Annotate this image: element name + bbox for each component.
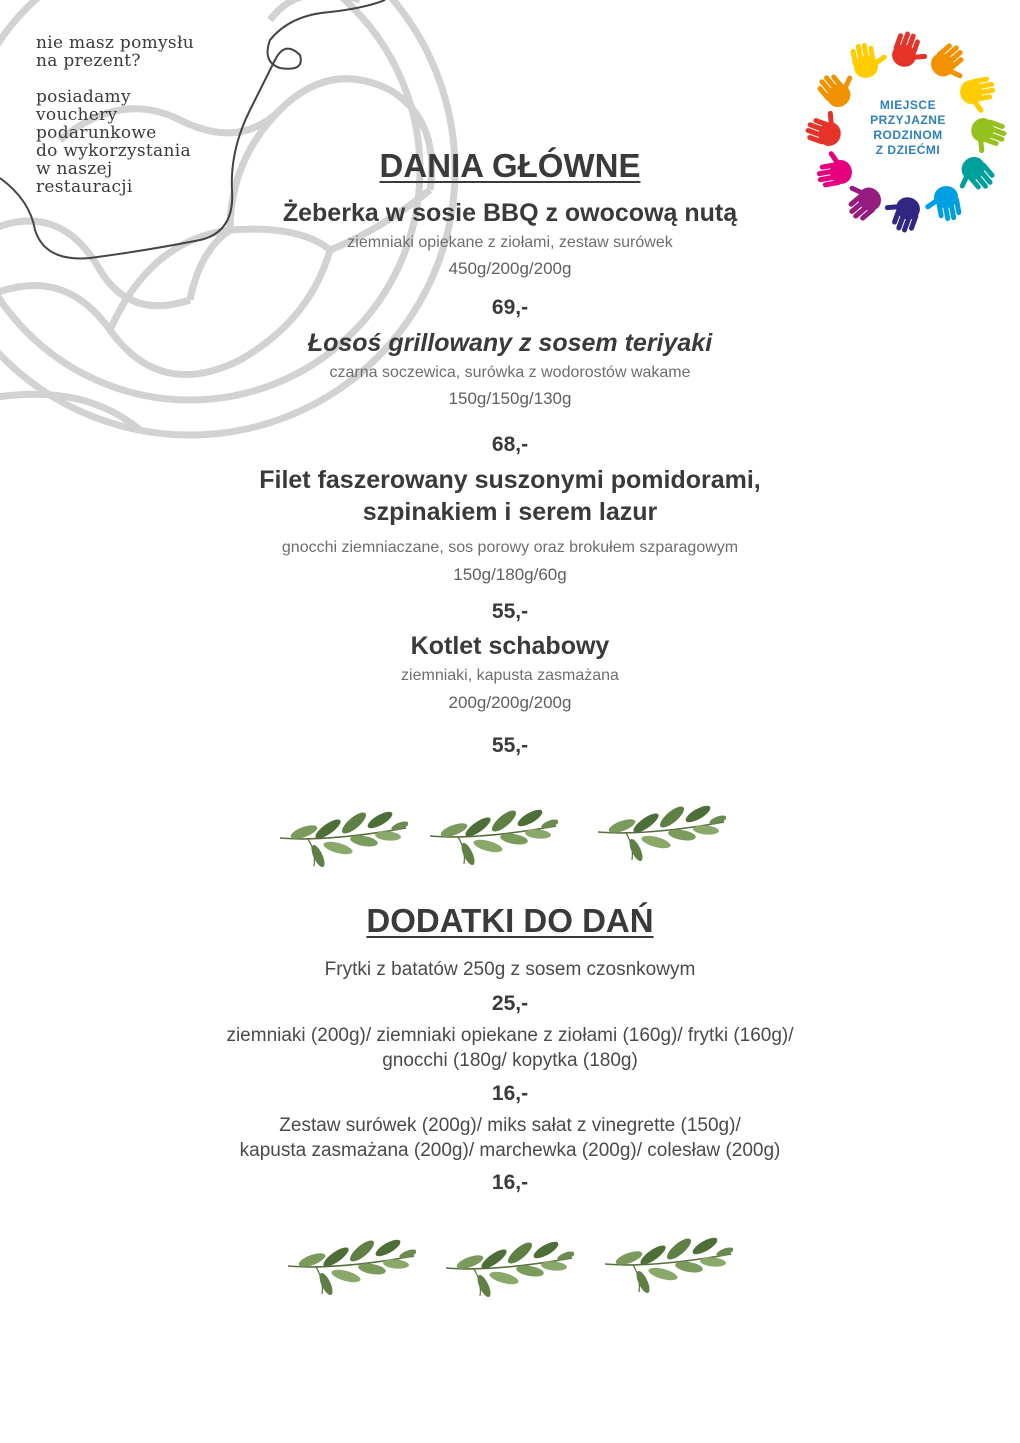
- note-line: podarunkowe: [36, 123, 157, 143]
- leaf-branch-icon: [444, 1238, 574, 1300]
- dish-price: 55,-: [491, 734, 529, 757]
- hand-icon: [958, 76, 999, 117]
- dish-price: 68,-: [491, 433, 529, 456]
- logo-line: Z DZIEĆMI: [875, 143, 941, 157]
- side-item-text: Frytki z batatów 250g z sosem czosnkowym: [324, 959, 696, 980]
- dish-weight: 150g/150g/130g: [448, 389, 572, 408]
- side-price: 16,-: [491, 1171, 529, 1194]
- logo-line: PRZYJAZNE: [870, 113, 946, 127]
- leaf-branch-icon: [603, 1234, 733, 1296]
- logo-line: RODZINOM: [873, 128, 943, 142]
- section-title-side-dishes: DODATKI DO DAŃ: [366, 902, 654, 939]
- dish-weight: 150g/180g/60g: [453, 565, 567, 584]
- side-item-text: kapusta zasmażana (200g)/ marchewka (200g)/ colesław (200g): [239, 1140, 781, 1161]
- hand-icon: [850, 39, 891, 80]
- leaf-branch-icon: [286, 1236, 416, 1298]
- dish-weight: 200g/200g/200g: [448, 693, 572, 712]
- dish-name: Łosoś grillowany z sosem teriyaki: [307, 329, 713, 357]
- leaf-branch-icon: [428, 806, 558, 868]
- hand-icon: [803, 104, 848, 149]
- note-line: restauracji: [36, 177, 133, 197]
- side-item-text: Zestaw surówek (200g)/ miks sałat z vinegrette (150g)/: [279, 1115, 741, 1136]
- dish-name: Żeberka w sosie BBQ z owocową nutą: [282, 199, 738, 227]
- logo-line: MIEJSCE: [879, 98, 937, 112]
- side-price: 25,-: [491, 992, 529, 1015]
- hand-icon: [888, 29, 933, 74]
- dish-price: 55,-: [491, 600, 529, 623]
- leaf-branch-icon: [278, 808, 408, 870]
- dish-price: 69,-: [491, 296, 529, 319]
- dish-name: Kotlet schabowy: [410, 632, 610, 660]
- dish-description: ziemniaki, kapusta zasmażana: [401, 667, 619, 684]
- side-item-text: ziemniaki (200g)/ ziemniaki opiekane z ziołami (160g)/ frytki (160g)/: [226, 1025, 794, 1046]
- leaf-branch-icon: [596, 802, 726, 864]
- dish-name: Filet faszerowany suszonymi pomidorami,: [259, 466, 761, 494]
- note-line: nie masz pomysłu: [36, 33, 195, 53]
- section-title-main-dishes: DANIA GŁÓWNE: [379, 147, 641, 184]
- side-item-text: gnocchi (180g/ kopytka (180g): [382, 1050, 638, 1071]
- note-line: vouchery: [36, 105, 118, 125]
- note-line: w naszej: [36, 159, 113, 179]
- note-line: na prezent?: [36, 51, 141, 71]
- dish-description: ziemniaki opiekane z ziołami, zestaw surówek: [347, 234, 673, 251]
- dish-description: czarna soczewica, surówka z wodorostów wakame: [329, 364, 691, 381]
- voucher-note-question: [36, 34, 194, 70]
- note-line: do wykorzystania: [36, 141, 191, 161]
- dish-description: gnocchi ziemniaczane, sos porowy oraz brokułem szparagowym: [281, 539, 739, 556]
- dish-weight: 450g/200g/200g: [448, 259, 572, 278]
- dish-name: szpinakiem i serem lazur: [362, 498, 658, 526]
- note-line: posiadamy: [36, 87, 131, 107]
- side-price: 16,-: [491, 1082, 529, 1105]
